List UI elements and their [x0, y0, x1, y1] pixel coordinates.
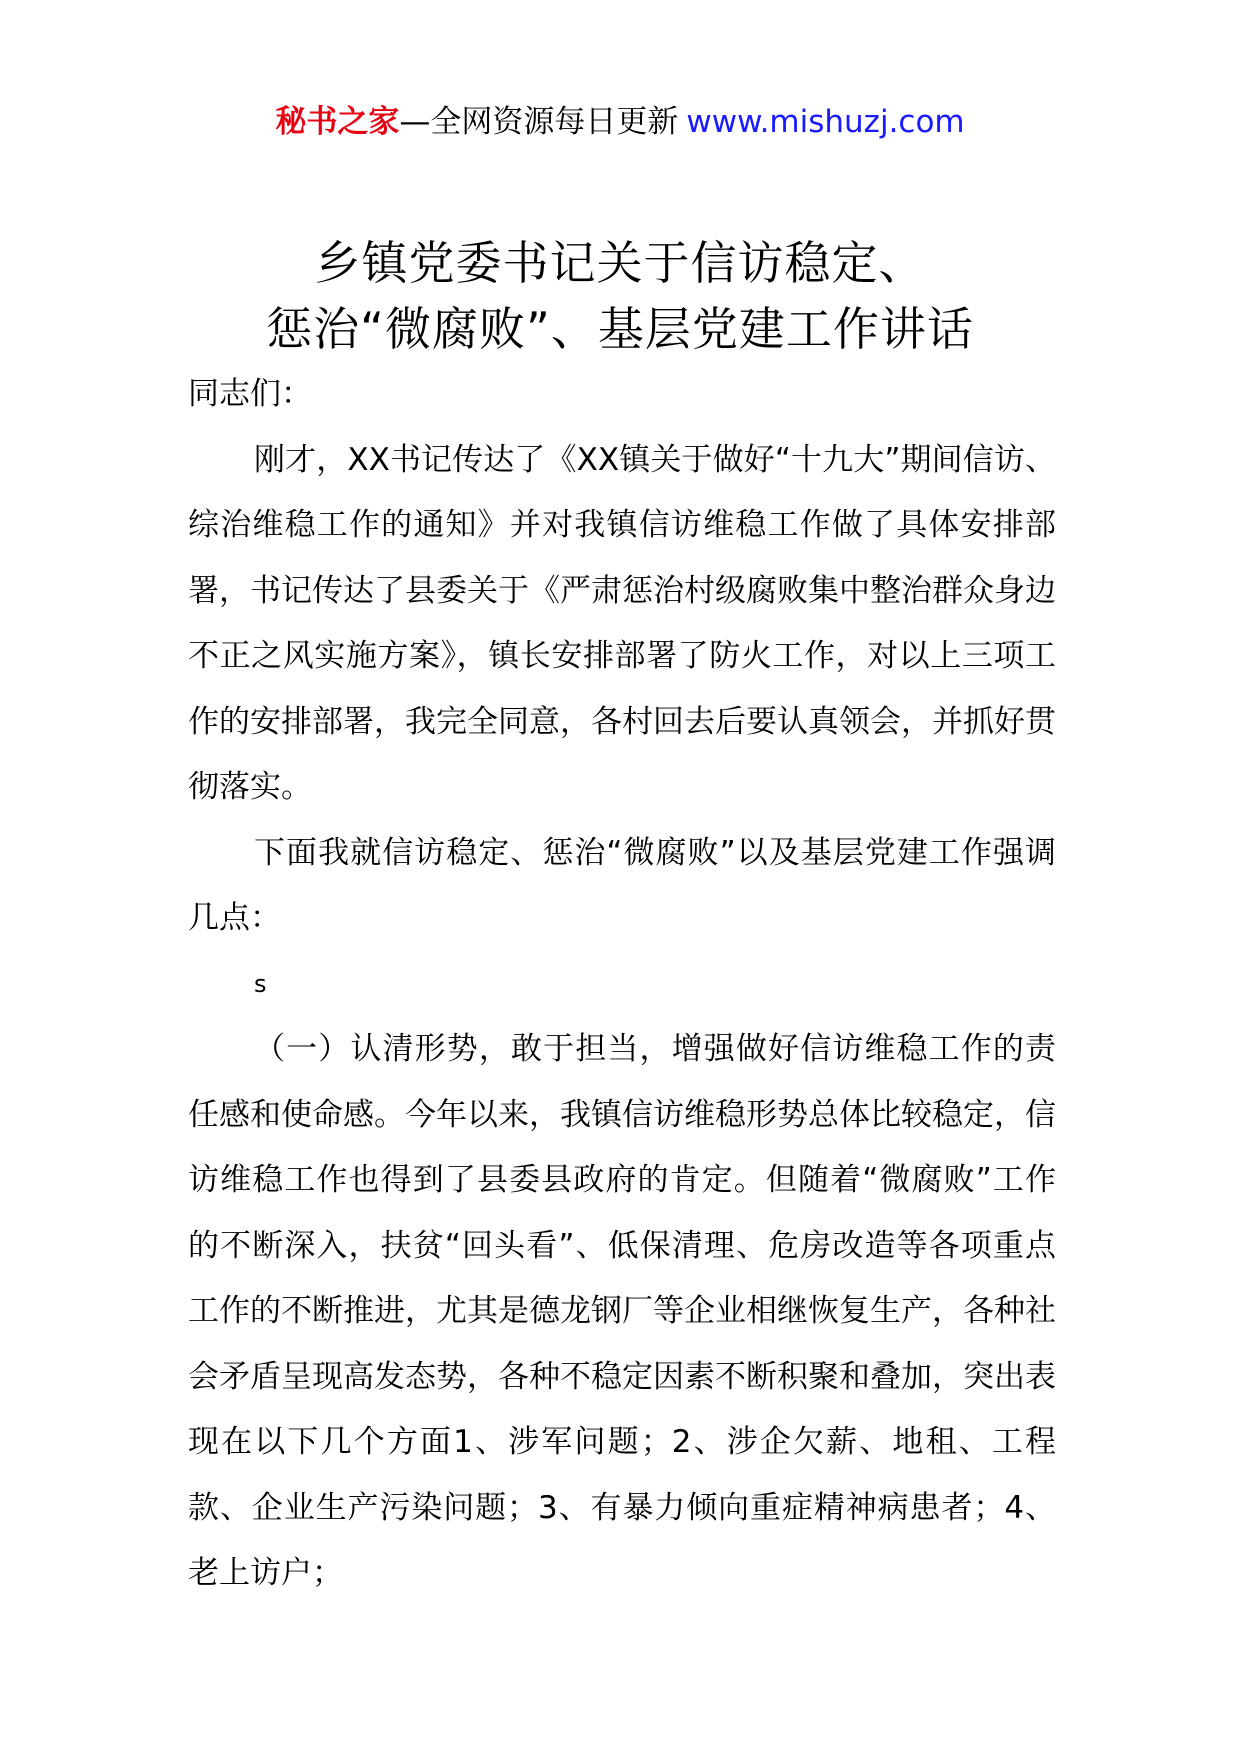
paragraph-3: （一）认清形势，敢于担当，增强做好信访维稳工作的责任感和使命感。今年以来，我镇信访维稳形势总体比较稳定，信访维稳工作也得到了县委县政府的肯定。但随着“微腐败”工作的不断深入，扶贫“回头看”、低保清理、危房改造等各项重点工作的不断推进，尤其是德龙钢厂等企业相继恢复生产，各种社会矛盾呈现高发态势，各种不稳定因素不断积聚和叠加，突出表现在以下几个方面1、涉军问题；2、涉企欠薪、地租、工程款、企业生产污染问题；3、有暴力倾向重症精神病患者；4、老上访户； — [188, 1031, 1056, 1591]
document-body — [188, 362, 1056, 1607]
greeting: 同志们： — [188, 376, 312, 412]
section-marker: s — [254, 969, 267, 998]
brand-name: 秘书之家 — [275, 104, 400, 140]
title-line-2: 惩治“微腐败”、基层党建工作讲话 — [266, 302, 974, 356]
site-url-link[interactable]: www.mishuzj.com — [686, 104, 965, 140]
document-title — [0, 230, 1240, 362]
paragraph-1: 刚才，XX书记传达了《XX镇关于做好“十九大”期间信访、综治维稳工作的通知》并对我镇信访维稳工作做了具体安排部署，书记传达了县委关于《严肃惩治村级腐败集中整治群众身边不正之风实施方案》，镇长安排部署了防火工作，对以上三项工作的安排部署，我完全同意，各村回去后要认真领会，并抓好贯彻落实。 — [188, 441, 1056, 805]
header-tagline: —全网资源每日更新 — [399, 104, 679, 140]
site-header — [0, 100, 1240, 144]
paragraph-2: 下面我就信访稳定、惩治“微腐败”以及基层党建工作强调几点： — [188, 834, 1056, 936]
title-line-1: 乡镇党委书记关于信访稳定、 — [314, 236, 926, 290]
